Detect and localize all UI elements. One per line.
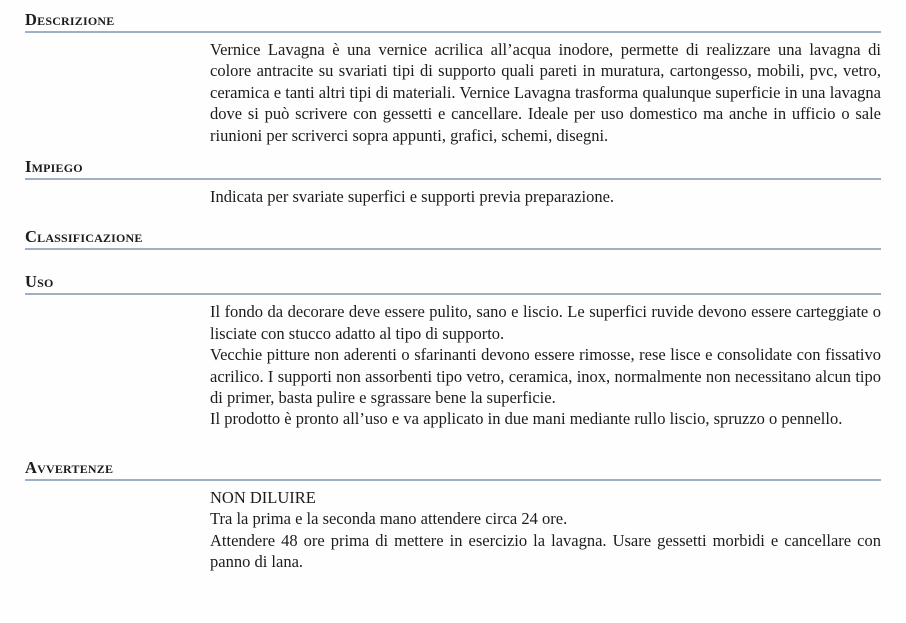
section-heading-classificazione: Classificazione [25,229,881,250]
paragraph-uso-1: Il fondo da decorare deve essere pulito, sano e liscio. Le superfici ruvide devono essere carteggiate o lisciate con stucco adatto al tipo di supporto. [210,302,881,343]
section-heading-descrizione: Descrizione [25,12,881,33]
paragraph-descrizione-1: Vernice Lavagna è una vernice acrilica all’acqua inodore, permette di realizzare una lavagna di colore antracite su svariati tipi di supporto quali pareti in muratura, cartongesso, mobili, pvc, vetro, ceramica e tanti altri tipi di materiali. Vernice Lavagna trasforma qualunque superficie in una lavagna dove si può scrivere con gessetti e cancellare. Ideale per uso domestico ma anche in ufficio o sale riunioni per scriverci sopra appunti, grafici, schemi, disegni. [210,40,881,145]
section-body-uso [210,301,881,429]
paragraph-avvertenze-3: Attendere 48 ore prima di mettere in esercizio la lavagna. Usare gessetti morbidi e cancellare con panno di lana. [210,530,881,572]
section-body-descrizione [210,39,881,146]
section-body-impiego [210,186,881,207]
paragraph-avvertenze-2: Tra la prima e la seconda mano attendere circa 24 ore. [210,509,568,529]
paragraph-impiego-1: Indicata per svariate superfici e supporti previa preparazione. [210,187,615,207]
section-descrizione [25,12,881,146]
section-avvertenze [25,457,881,573]
section-classificazione [25,229,881,250]
section-uso [25,274,881,429]
paragraph-uso-2: Vecchie pitture non aderenti o sfarinanti devono essere rimosse, rese lisce e consolidate con fissativo acrilico. I supporti non assorbenti tipo vetro, ceramica, inox, normalmente non necessitano alcun tipo di primer, basta pulire e sgrassare bene la superficie. [210,345,881,408]
section-body-avvertenze [210,487,881,573]
section-heading-uso: Uso [25,274,881,295]
section-heading-impiego: Impiego [25,159,881,180]
section-impiego [25,159,881,207]
paragraph-uso-3: Il prodotto è pronto all’uso e va applicato in due mani mediante rullo liscio, spruzzo o pennello. [210,409,843,429]
paragraph-avvertenze-1: NON DILUIRE [210,487,316,507]
section-heading-avvertenze: Avvertenze [25,460,881,481]
